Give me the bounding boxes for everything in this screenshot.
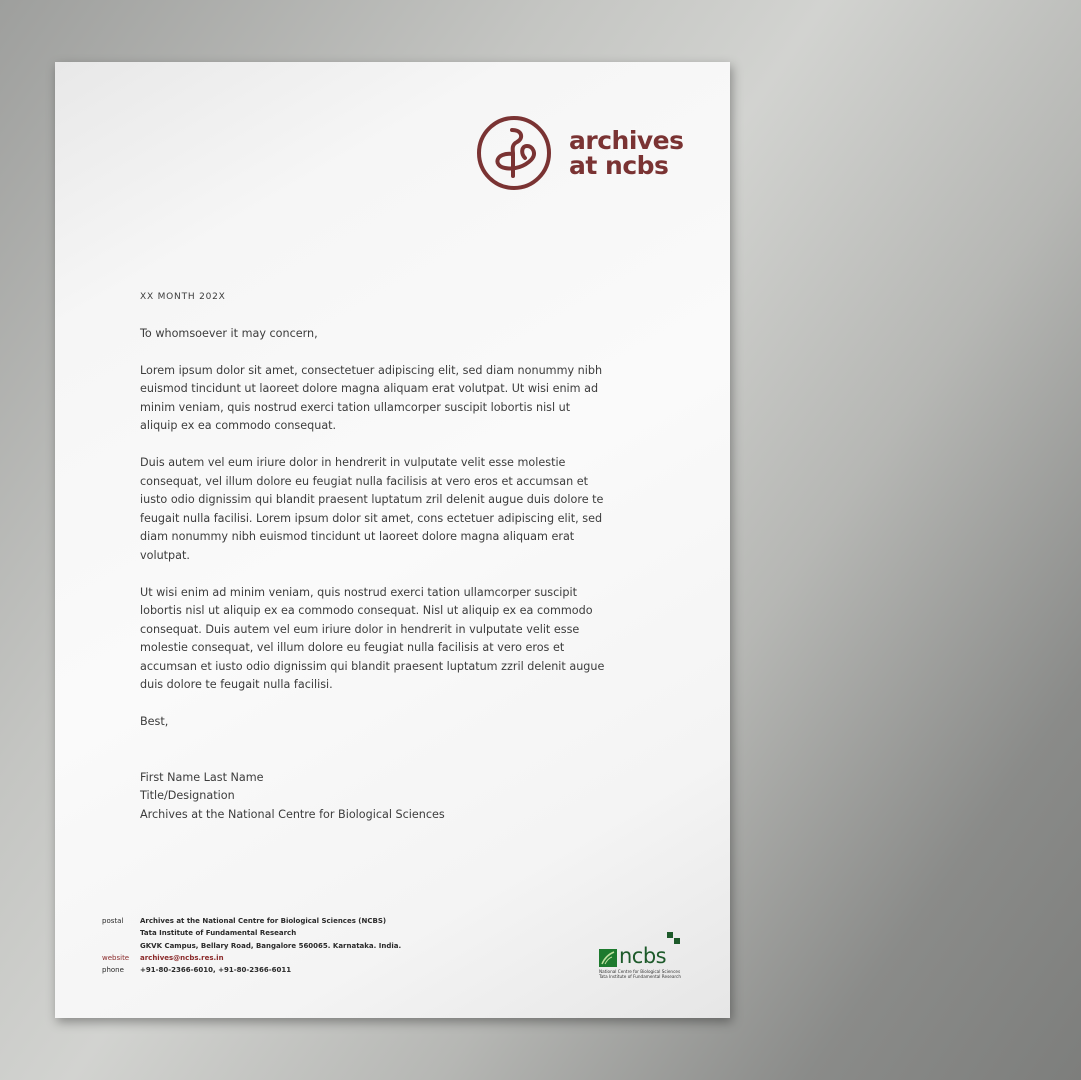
signature-block: [140, 769, 610, 825]
closing: Best,: [140, 715, 169, 728]
signer-name: First Name Last Name: [140, 770, 264, 784]
signer-title: Title/Designation: [140, 789, 235, 802]
logo-line-1: archives: [569, 126, 684, 155]
paragraph-1: Lorem ipsum dolor sit amet, consectetuer adipiscing elit, sed diam nonummy nibh euismod tincidunt ut laoreet dolore magna aliquam erat volutpat. Ut wisi enim ad minim veniam, quis nostrud exerci tation ullamcorper suscipit lobortis nisl ut aliquip ex ea commodo consequat.: [140, 363, 603, 432]
letter-body: [140, 288, 610, 824]
ncbs-wordmark: ncbs: [619, 944, 667, 968]
ncbs-subline-1: National Centre for Biological Sciences: [599, 969, 681, 974]
archives-wordmark: [569, 128, 684, 178]
phone-label: phone: [102, 966, 124, 975]
postal-line-2: Tata Institute of Fundamental Research: [140, 929, 297, 938]
website-link[interactable]: archives@ncbs.res.in: [140, 953, 224, 962]
postal-label: postal: [102, 917, 124, 925]
signer-organization: Archives at the National Centre for Biological Sciences: [140, 807, 445, 821]
phone-number: +91-80-2366-6010, +91-80-2366-6011: [140, 966, 292, 975]
postal-line-3: GKVK Campus, Bellary Road, Bangalore 560065. Karnataka. India.: [140, 941, 402, 950]
letter-date: XX MONTH 202X: [140, 292, 226, 302]
salutation: To whomsoever it may concern,: [140, 326, 318, 340]
footer-contact: [102, 915, 401, 976]
paragraph-3: Ut wisi enim ad minim veniam, quis nostrud exerci tation ullamcorper suscipit lobortis nisl ut aliquip ex ea commodo consequat. Nisl ut aliquip ex ea commodo consequat. Duis autem vel eum iriure dolor in hendrerit in vulputate velit esse molestie consequat, vel illum dolore eu feugiat nulla facilisis at vero eros et accumsan et iusto odio dignissim qui blandit praesent luptatum zzril delenit augue duis dolore te feugait nulla facilisi.: [140, 585, 605, 691]
archives-logo: [475, 114, 684, 192]
logo-line-2: at ncbs: [569, 151, 669, 180]
letterhead-page: [55, 62, 730, 1018]
paragraph-2: Duis autem vel eum iriure dolor in hendrerit in vulputate velit esse molestie consequat, vel illum dolore eu feugiat nulla facilisis at vero eros et accumsan et iusto odio dignissim qui blandit praesent luptatum zril delenit augue duis dolore te feugait nulla facilisi. Lorem ipsum dolor sit amet, cons ectetuer adipiscing elit, sed diam nonummy nibh euismod tincidunt ut laoreet dolore magna aliquam erat volutpat.: [140, 456, 604, 562]
postal-line-1: Archives at the National Centre for Biological Sciences (NCBS): [140, 917, 387, 925]
ncbs-logo: [599, 932, 689, 979]
archives-monogram-icon: [475, 114, 553, 192]
ncbs-leaf-icon: [599, 949, 617, 967]
website-label: website: [102, 953, 130, 962]
ncbs-subline-2: Tata Institute of Fundamental Research: [599, 974, 681, 979]
